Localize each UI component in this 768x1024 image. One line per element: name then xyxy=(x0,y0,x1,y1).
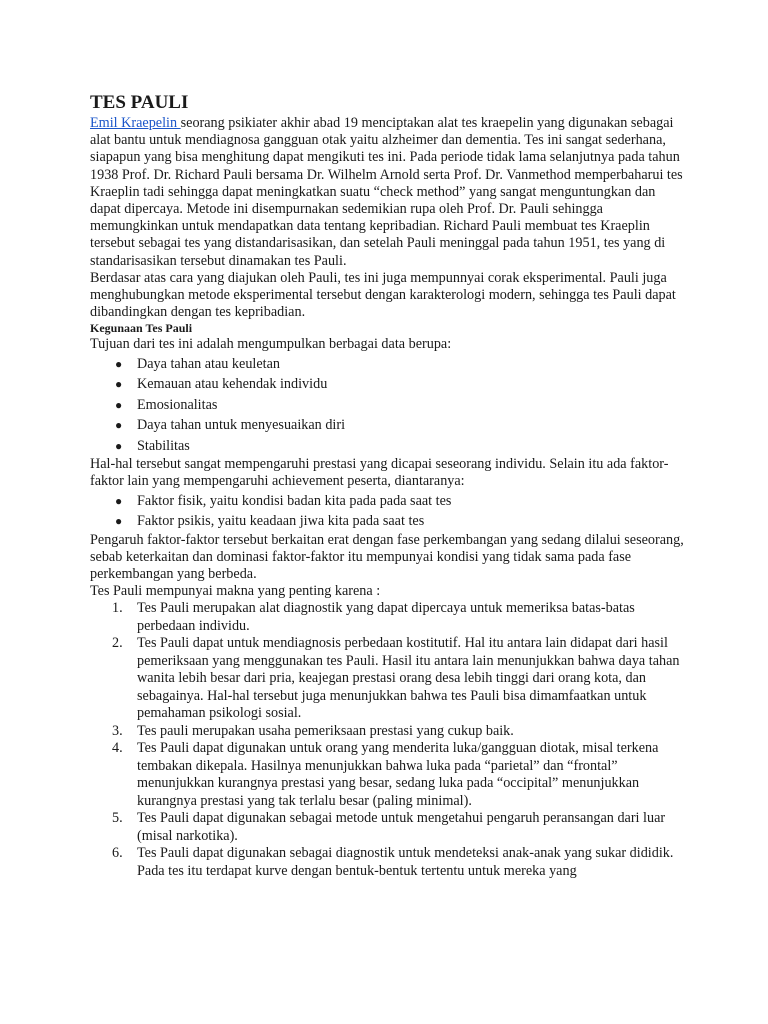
list-item: 1. Tes Pauli merupakan alat diagnostik yang dapat dipercaya untuk memeriksa batas-batas perbedaan individu. xyxy=(112,600,635,634)
emil-kraepelin-link[interactable]: Emil Kraepelin xyxy=(90,115,181,131)
document-title: TES PAULI xyxy=(90,92,189,113)
paragraph-experimental: Berdasar atas cara yang diajukan oleh Pauli, tes ini juga mempunnyai corak eksperimental. Pauli juga menghubungkan metode eksperimental tersebut dengan karakterologi modern, sehingga tes Pauli dapat dibandingkan dengan tes kepribadian. xyxy=(90,269,676,321)
data-list xyxy=(90,354,688,457)
meaning-intro: Tes Pauli mempunyai makna yang penting karena : xyxy=(90,583,381,600)
list-item: ● Emosionalitas xyxy=(112,395,688,416)
bullet-icon: ● xyxy=(115,377,123,392)
list-item: ● Daya tahan untuk menyesuaikan diri xyxy=(112,415,688,436)
list-item: ● Faktor psikis, yaitu keadaan jiwa kita pada saat tes xyxy=(112,511,688,532)
list-item: 6. Tes Pauli dapat digunakan sebagai diagnostik untuk mendeteksi anak-anak yang sukar dididik. Pada tes itu terdapat kurve dengan bentuk-bentuk tertentu untuk mereka yang xyxy=(112,845,674,879)
purpose-intro: Tujuan dari tes ini adalah mengumpulkan berbagai data berupa: xyxy=(90,336,452,353)
bullet-icon: ● xyxy=(115,438,123,453)
list-item: 2. Tes Pauli dapat untuk mendiagnosis perbedaan kostitutif. Hal itu antara lain didapat dari hasil pemeriksaan yang menggunakan tes Pauli. Hasil itu antara lain menunjukkan bahwa daya tahan wanita lebih besar dari pria, keajegan prestasi orang desa lebih tinggi dari orang kota, dan sebagainya. Hal-hal tersebut juga menunjukkan bahwa tes Pauli bisa dimamfaatkan untuk pemahaman psikologi sosial. xyxy=(112,635,680,722)
list-item: ● Kemauan atau kehendak individu xyxy=(112,374,688,395)
bullet-icon: ● xyxy=(115,397,123,412)
factors-intro: Hal-hal tersebut sangat mempengaruhi prestasi yang dicapai seseorang individu. Selain itu ada faktor-faktor lain yang mempengaruhi achievement peserta, diantaranya: xyxy=(90,456,669,490)
list-item: ● Daya tahan atau keuletan xyxy=(112,354,688,375)
list-item: 4. Tes Pauli dapat digunakan untuk orang yang menderita luka/gangguan diotak, misal terkena tembakan dikepala. Hasilnya menunjukkan bahwa luka pada “parietal” dan “frontal” menunjukkan kurangnya prestasi yang besar, sedang luka pada “occipital” menunjukkan kurangnya prestasi yang tak terlalu besar (paling minimal). xyxy=(112,740,659,809)
bullet-icon: ● xyxy=(115,514,123,529)
factors-note: Pengaruh faktor-faktor tersebut berkaitan erat dengan fase perkembangan yang sedang dilalui seseorang, sebab keterkaitan dan dominasi faktor-faktor itu mempunyai kondisi yang tidak sama pada fase perkembangan yang berbeda. xyxy=(90,531,684,582)
bullet-icon: ● xyxy=(115,493,123,508)
intro-paragraph xyxy=(90,115,688,270)
list-item: ● Stabilitas xyxy=(112,436,688,457)
section-heading-kegunaan: Kegunaan Tes Pauli xyxy=(90,321,193,336)
factors-list xyxy=(90,491,688,532)
intro-text: seorang psikiater akhir abad 19 menciptakan alat tes kraepelin yang digunakan sebagai alat bantu untuk mendiagnosa gangguan otak yaitu alzheimer dan dementia. Tes ini sangat sederhana, siapapun yang bisa menghitung dapat mengikuti tes ini. Pada periode tidak lama selanjutnya pada tahun 1938 Prof. Dr. Richard Pauli bersama Dr. Wilhelm Arnold serta Prof. Dr. Vanmethod memperbaharui tes Kraeplin tadi sehingga dapat meningkatkan suatu “check method” yang sangat menguntungkan dan dapat dipercaya. Metode ini disempurnakan sedemikian rupa oleh Prof. Dr. Pauli sehingga memungkinkan untuk mendapatkan data tentang kepribadian. Richard Pauli membuat tes Kraeplin tersebut sebagai tes yang distandarisasikan, dan setelah Pauli meninggal pada tahun 1951, tes yang di standarisasikan tersebut dinamakan tes Pauli. xyxy=(90,115,683,269)
meaning-list xyxy=(90,600,688,880)
list-item: 3. Tes pauli merupakan usaha pemeriksaan prestasi yang cukup baik. xyxy=(112,722,514,739)
bullet-icon: ● xyxy=(115,356,123,371)
list-item: 5. Tes Pauli dapat digunakan sebagai metode untuk mengetahui pengaruh peransangan dari luar (misal narkotika). xyxy=(112,810,666,844)
bullet-icon: ● xyxy=(115,418,123,433)
list-item: ● Faktor fisik, yaitu kondisi badan kita pada pada saat tes xyxy=(112,491,688,512)
